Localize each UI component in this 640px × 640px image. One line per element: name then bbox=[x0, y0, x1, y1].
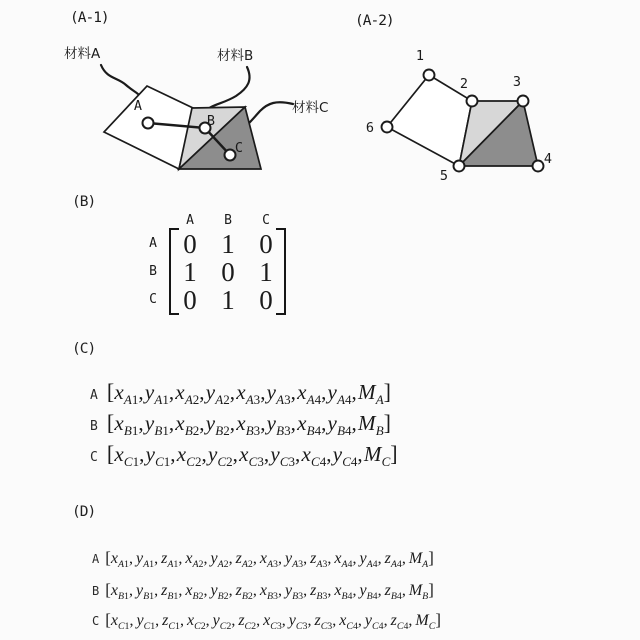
matrix-col-headers bbox=[171, 213, 285, 228]
row-label: C bbox=[92, 614, 100, 628]
material-b-label: 材料B bbox=[217, 48, 254, 64]
row-label: B bbox=[92, 584, 100, 598]
panel-a1-diagram bbox=[40, 0, 340, 196]
vector-expression: [$x_{A1}$, $y_{A1}$, $z_{A1}$, $x_{A2}$, $y_{A2}$, $z_{A2}$, $x_{A3}$, $y_{A3}$, $z_{A3}$, $x_{A4}$, $y_{A4}$, $z_{A4}$, $M_A$] bbox=[105, 548, 434, 571]
panel-a2-title: (A-2) bbox=[355, 13, 394, 29]
matrix-right-bracket bbox=[276, 228, 286, 315]
node-3-label: 3 bbox=[512, 74, 522, 90]
matrix-cell: 0 bbox=[259, 229, 273, 259]
vector-expression: $[x_{A1},y_{A1},x_{A2},y_{A2},x_{A3},y_{A3},x_{A4},y_{A4},M_A]$ bbox=[106, 379, 392, 408]
row-label: B bbox=[90, 419, 98, 434]
matrix-col-header: C bbox=[262, 213, 270, 228]
node-4 bbox=[533, 161, 544, 172]
matrix-cell: 0 bbox=[259, 285, 273, 315]
vector-expression: [$x_{C1}$, $y_{C1}$, $z_{C1}$, $x_{C2}$, $y_{C2}$, $z_{C2}$, $x_{C3}$, $y_{C3}$, $z_{C3}$, $x_{C4}$, $y_{C4}$, $z_{C4}$, $M_C$] bbox=[105, 610, 441, 633]
node-4-label: 4 bbox=[543, 151, 553, 167]
matrix-row-header: C bbox=[149, 292, 157, 307]
element-a-node bbox=[143, 118, 154, 129]
matrix-cell: 1 bbox=[221, 285, 235, 315]
panel-d-title: (D) bbox=[72, 504, 96, 520]
material-a-label: 材料A bbox=[64, 46, 101, 62]
element-b-label: B bbox=[206, 113, 216, 129]
matrix-cell: 1 bbox=[221, 229, 235, 259]
vector-row-d-c bbox=[92, 610, 441, 633]
vector-expression: $[x_{B1},y_{B1},x_{B2},y_{B2},x_{B3},y_{B3},x_{B4},y_{B4},M_B]$ bbox=[106, 410, 392, 439]
node-6 bbox=[382, 122, 393, 133]
panel-a2-diagram bbox=[340, 0, 640, 196]
vector-row-d-a bbox=[92, 548, 434, 571]
matrix-col-header: A bbox=[186, 213, 194, 228]
panel-b-title: (B) bbox=[72, 194, 96, 210]
node-2 bbox=[467, 96, 478, 107]
matrix-cell: 1 bbox=[259, 257, 273, 287]
matrix-cell: 1 bbox=[183, 257, 197, 287]
element-a-label: A bbox=[133, 98, 143, 114]
matrix-row-headers bbox=[145, 230, 161, 314]
node-3 bbox=[518, 96, 529, 107]
vector-row-c-b bbox=[90, 410, 392, 439]
element-c-node bbox=[225, 150, 236, 161]
node-5-label: 5 bbox=[439, 168, 449, 184]
vector-row-d-b bbox=[92, 580, 434, 603]
material-b-leader-line bbox=[204, 67, 250, 112]
matrix-grid bbox=[171, 230, 285, 314]
node-1 bbox=[424, 70, 435, 81]
vector-expression: [$x_{B1}$, $y_{B1}$, $z_{B1}$, $x_{B2}$, $y_{B2}$, $z_{B2}$, $x_{B3}$, $y_{B3}$, $z_{B3}$, $x_{B4}$, $y_{B4}$, $z_{B4}$, $M_B$] bbox=[105, 580, 434, 603]
vector-row-c-a bbox=[90, 379, 392, 408]
panel-c-title: (C) bbox=[72, 341, 96, 357]
matrix-cell: 0 bbox=[221, 257, 235, 287]
node-2-label: 2 bbox=[459, 76, 469, 92]
matrix-cell: 0 bbox=[183, 229, 197, 259]
node-6-label: 6 bbox=[365, 120, 375, 136]
row-label: A bbox=[90, 388, 98, 403]
material-a-leader-line bbox=[101, 65, 141, 97]
vector-row-c-c bbox=[90, 441, 398, 470]
matrix-row-header: A bbox=[149, 236, 157, 251]
node-1-label: 1 bbox=[415, 48, 425, 64]
matrix-row-header: B bbox=[149, 264, 157, 279]
matrix-cell: 0 bbox=[183, 285, 197, 315]
node-5 bbox=[454, 161, 465, 172]
row-label: C bbox=[90, 450, 98, 465]
vector-expression: $[x_{C1},y_{C1},x_{C2},y_{C2},x_{C3},y_{C3},x_{C4},y_{C4},M_C]$ bbox=[106, 441, 398, 470]
element-c-label: C bbox=[234, 140, 244, 156]
matrix-col-header: B bbox=[224, 213, 232, 228]
material-c-label: 材料C bbox=[292, 100, 329, 116]
row-label: A bbox=[92, 552, 100, 566]
panel-a1-title: (A-1) bbox=[70, 10, 109, 26]
